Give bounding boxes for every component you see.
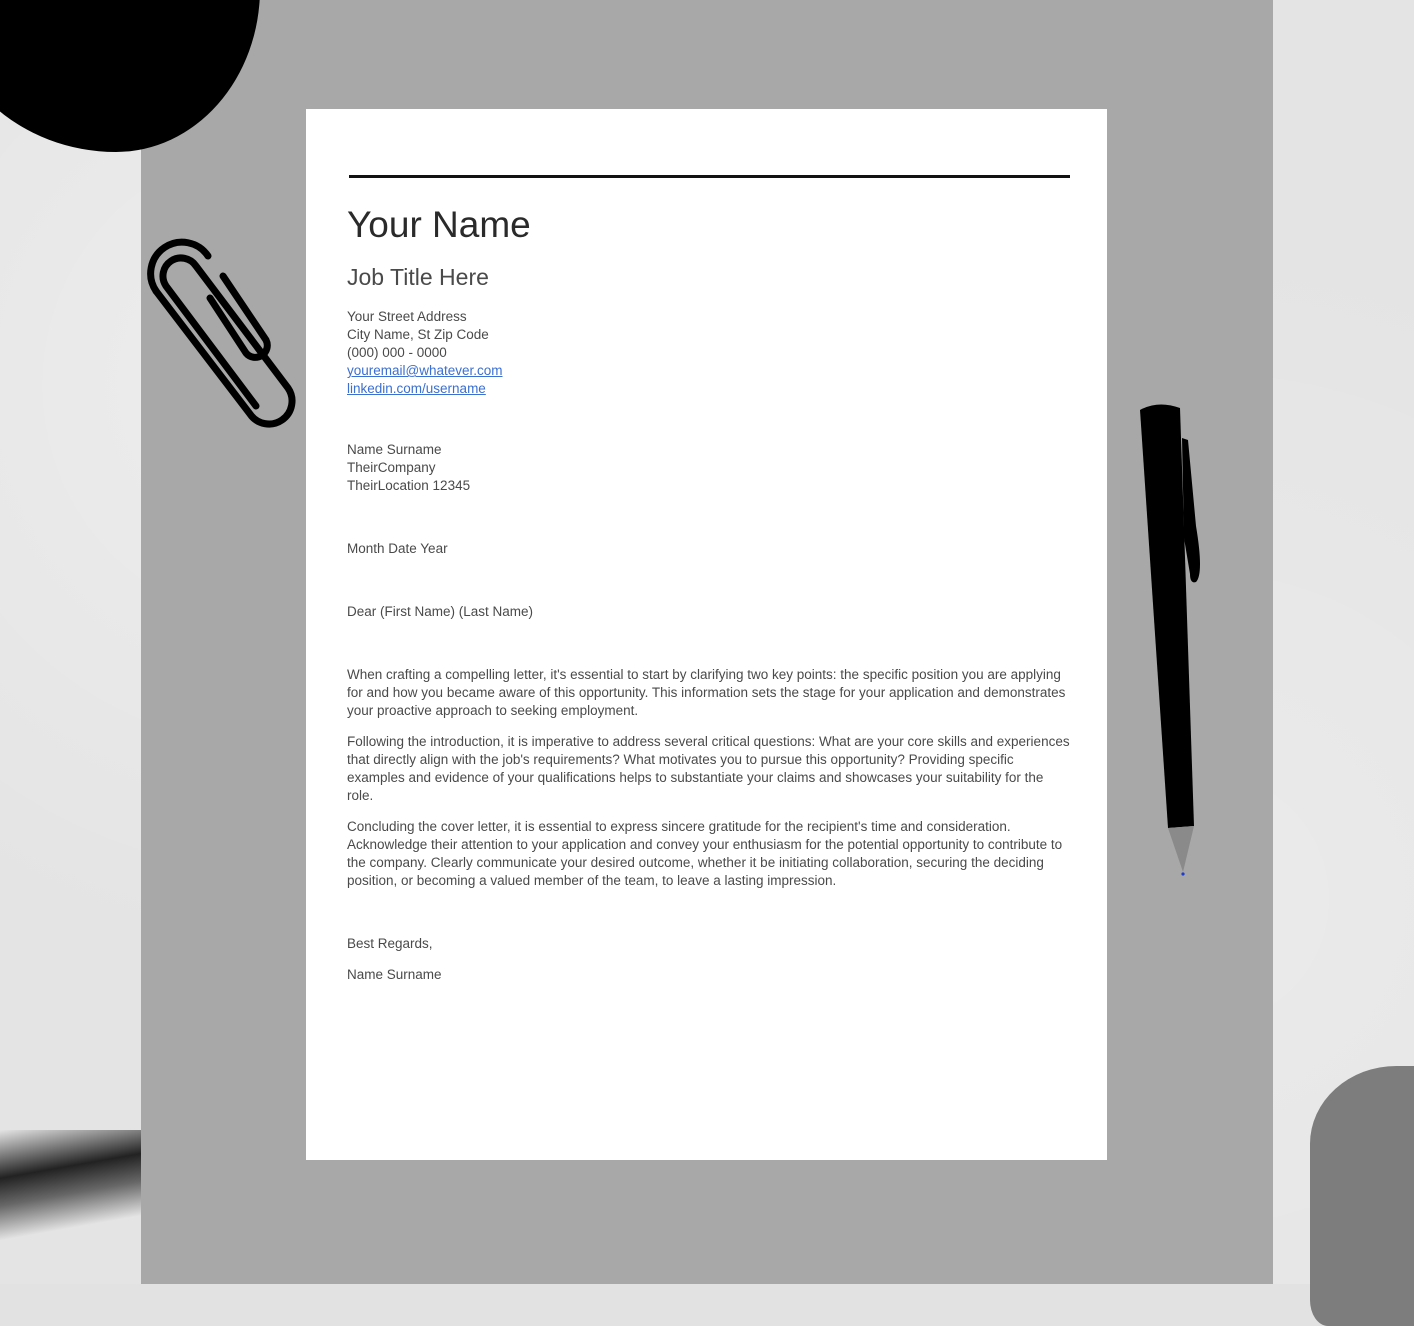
letter-content — [347, 203, 1072, 984]
sender-email-link[interactable]: youremail@whatever.com — [347, 363, 503, 378]
letter-signature: Name Surname — [347, 967, 442, 982]
background-shadow — [0, 1130, 160, 1240]
header-rule — [349, 175, 1070, 178]
letter-closing: Best Regards, — [347, 936, 433, 951]
letter-greeting: Dear (First Name) (Last Name) — [347, 604, 534, 619]
sender-contact-block — [347, 308, 1072, 398]
sender-city: City Name, St Zip Code — [347, 327, 489, 342]
sender-phone: (000) 000 - 0000 — [347, 345, 447, 360]
recipient-name: Name Surname — [347, 442, 442, 457]
body-paragraph: Concluding the cover letter, it is essential to express sincere gratitude for the recipient's time and consideration. Acknowledge their attention to your application and convey your enthusiasm for the potential opportunity to contribute to the company. Clearly communicate your desired outcome, whether it be initiating collaboration, securing the deciding position, or becoming a valued member of the team, to leave a lasting impression. — [347, 819, 1063, 888]
sender-name: Your Name — [347, 204, 531, 245]
recipient-location: TheirLocation 12345 — [347, 478, 471, 493]
pen-icon — [1132, 398, 1212, 880]
job-title: Job Title Here — [347, 264, 489, 290]
cover-letter-page — [306, 109, 1107, 1160]
recipient-company: TheirCompany — [347, 460, 436, 475]
body-paragraph: Following the introduction, it is imperative to address several critical questions: What are your core skills and experiences that directly align with the job's requirements? What motivates you to pursue this opportunity? Providing specific examples and evidence of your qualifications helps to substantiate your claims and showcases your suitability for the role. — [347, 734, 1070, 803]
sender-street: Your Street Address — [347, 309, 467, 324]
recipient-block — [347, 441, 1072, 495]
sender-linkedin-link[interactable]: linkedin.com/username — [347, 381, 486, 396]
paperclip-icon — [138, 236, 313, 441]
gray-decorative-blob — [1310, 1066, 1414, 1326]
body-paragraph: When crafting a compelling letter, it's essential to start by clarifying two key points: the specific position you are applying for and how you became aware of this opportunity. This information sets the stage for your application and demonstrates your proactive approach to seeking employment. — [347, 667, 1066, 718]
letter-date: Month Date Year — [347, 541, 448, 556]
